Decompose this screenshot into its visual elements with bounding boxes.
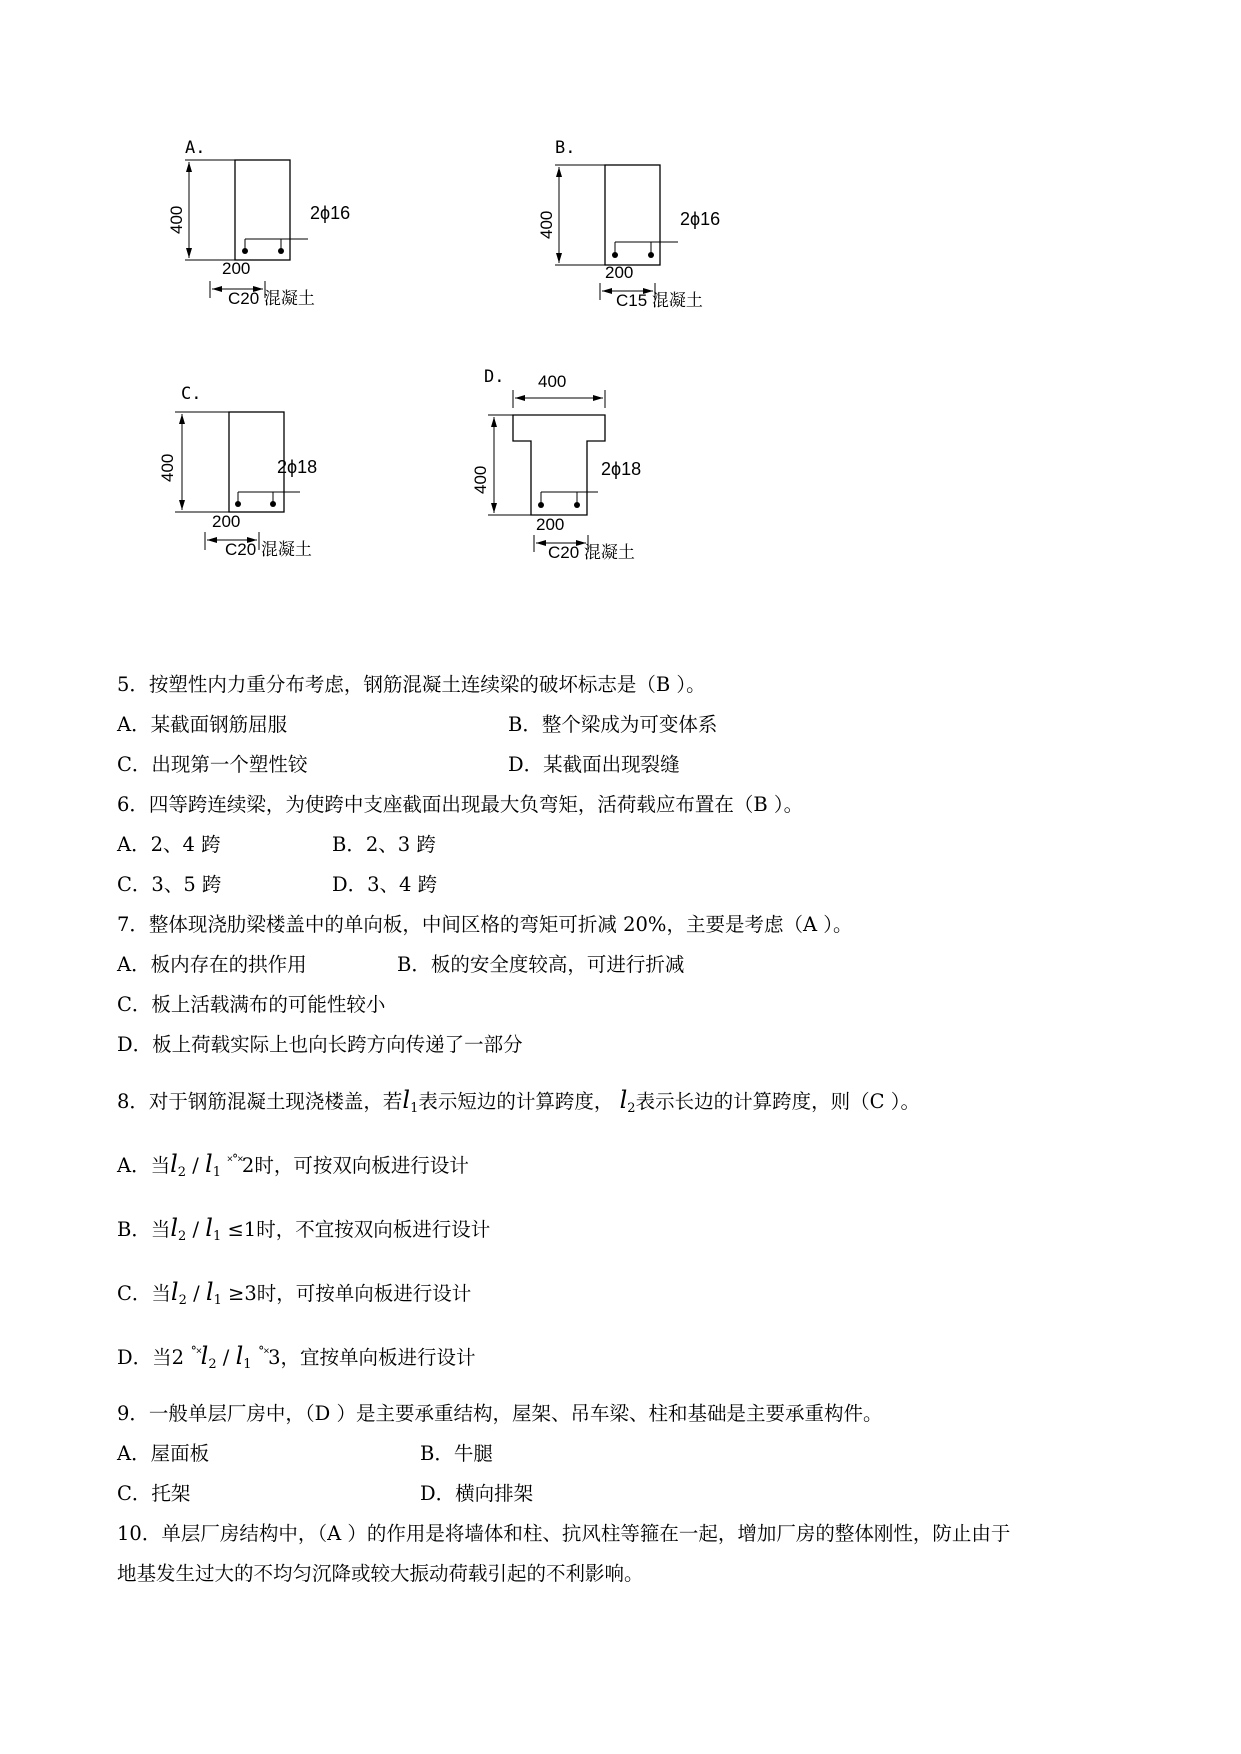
width-dimension: 200 <box>212 512 241 531</box>
rebar-dot <box>538 502 544 508</box>
q9-stem: 9．一般单层厂房中，（D ）是主要承重结构，屋架、吊车梁、柱和基础是主要承重构件。 <box>117 1402 883 1425</box>
figure-label: D. <box>484 367 505 387</box>
q5-option-a: A．某截面钢筋屈服 <box>117 713 288 736</box>
concrete-grade: C20 混凝土 <box>228 289 315 308</box>
concrete-grade: C20 混凝土 <box>225 540 312 559</box>
q5-option-b: B．整个梁成为可变体系 <box>508 713 718 736</box>
q10-stem-line-1: 10．单层厂房结构中，（A ）的作用是将墙体和柱、抗风柱等箍在一起，增加厂房的整体刚性，防止由于 <box>117 1522 1011 1545</box>
figure-d <box>471 360 718 630</box>
rebar-dot <box>648 252 654 258</box>
q6-option-d: D．3、4 跨 <box>332 873 438 896</box>
q8-option-b: B．当$l_2 / l_1 \le 1$时，不宜按双向板进行设计 <box>117 1214 491 1244</box>
q5-stem: 5．按塑性内力重分布考虑，钢筋混凝土连续梁的破坏标志是（B ）。 <box>117 673 706 696</box>
q6-option-a: A．2、4 跨 <box>117 833 221 856</box>
flange-dimension: 400 <box>538 372 567 391</box>
q7-stem: 7．整体现浇肋梁楼盖中的单向板，中间区格的弯矩可折减 20%，主要是考虑（A ）。 <box>117 913 853 936</box>
concrete-grade: C20 混凝土 <box>548 543 635 562</box>
rebar-dot <box>574 502 580 508</box>
rebar-spec: 2ϕ16 <box>310 203 351 223</box>
t-beam-section <box>513 415 605 515</box>
rebar-dot <box>612 252 618 258</box>
q9-option-a: A．屋面板 <box>117 1442 210 1465</box>
q9-option-d: D．横向排架 <box>420 1482 534 1505</box>
height-dimension: 400 <box>158 453 177 482</box>
q8-option-c: C．当$l_2 / l_1 \ge 3$时，可按单向板进行设计 <box>117 1278 472 1308</box>
beam-section <box>229 412 284 512</box>
beam-section <box>235 160 290 260</box>
figure-a <box>160 130 380 355</box>
q6-stem: 6．四等跨连续梁，为使跨中支座截面出现最大负弯矩，活荷载应布置在（B ）。 <box>117 793 804 816</box>
rebar-dot <box>270 501 276 507</box>
concrete-grade: C15 混凝土 <box>616 291 703 310</box>
height-dimension: 400 <box>471 465 490 494</box>
rebar-dot <box>235 501 241 507</box>
figure-label: C. <box>181 384 202 404</box>
rebar-spec: 2ϕ18 <box>601 459 642 479</box>
rebar-dot <box>242 248 248 254</box>
width-dimension: 200 <box>605 263 634 282</box>
q9-option-b: B．牛腿 <box>420 1442 493 1465</box>
width-dimension: 200 <box>222 259 251 278</box>
height-dimension: 400 <box>537 210 556 239</box>
q6-option-c: C．3、5 跨 <box>117 873 222 896</box>
beam-section <box>605 165 660 265</box>
q8-option-a: A．当$l_2 / l_1$ ˟˚˟2时，可按双向板进行设计 <box>117 1150 469 1180</box>
figure-label: A. <box>185 138 206 158</box>
q5-option-d: D．某截面出现裂缝 <box>508 753 680 776</box>
q9-option-c: C．托架 <box>117 1482 191 1505</box>
q8-option-d: D．当2 $^{˚˟}l_2 / l_1$ ˚˟3，宜按单向板进行设计 <box>117 1342 476 1372</box>
q7-option-a: A．板内存在的拱作用 <box>117 953 307 976</box>
q5-option-c: C．出现第一个塑性铰 <box>117 753 308 776</box>
q7-option-b: B．板的安全度较高，可进行折减 <box>397 953 685 976</box>
height-dimension: 400 <box>167 205 186 234</box>
rebar-spec: 2ϕ16 <box>680 209 721 229</box>
q7-option-c: C．板上活载满布的可能性较小 <box>117 993 386 1016</box>
figure-b <box>530 130 750 355</box>
figure-c <box>155 382 375 622</box>
figure-label: B. <box>555 138 576 158</box>
q7-option-d: D．板上荷载实际上也向长跨方向传递了一部分 <box>117 1033 523 1056</box>
rebar-spec: 2ϕ18 <box>277 457 318 477</box>
q8-stem: 8．对于钢筋混凝土现浇楼盖，若$l_1$表示短边的计算跨度， $l_2$表示长边的计算跨度，则（C ）。 <box>117 1086 920 1116</box>
q10-stem-line-2: 地基发生过大的不均匀沉降或较大振动荷载引起的不利影响。 <box>117 1562 644 1585</box>
width-dimension: 200 <box>536 515 565 534</box>
rebar-dot <box>278 248 284 254</box>
q6-option-b: B．2、3 跨 <box>332 833 436 856</box>
